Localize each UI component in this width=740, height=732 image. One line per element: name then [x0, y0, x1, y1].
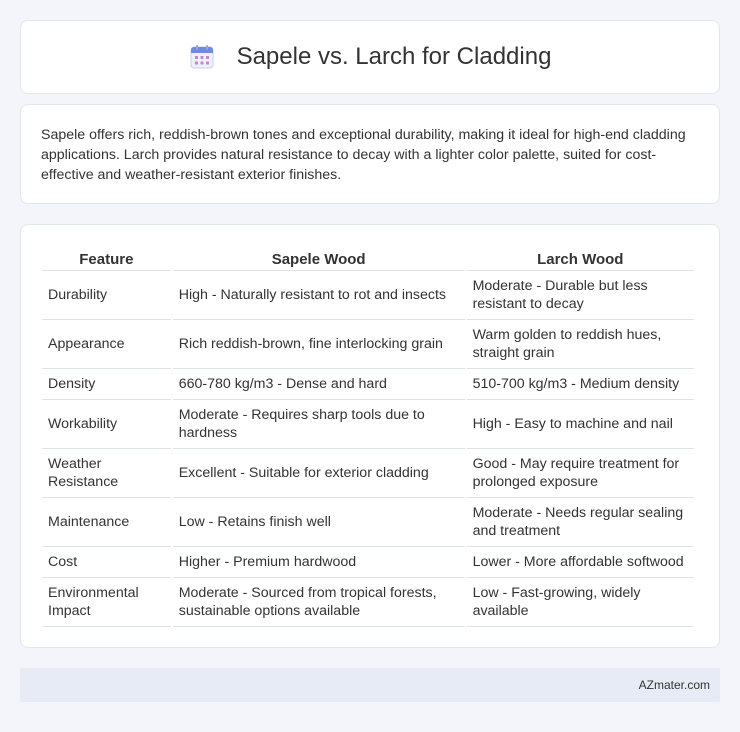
feature-cell: Density: [42, 369, 171, 400]
feature-cell: Maintenance: [42, 498, 171, 547]
table-row: [42, 498, 694, 547]
sapele-cell: 660-780 kg/m3 - Dense and hard: [173, 369, 465, 400]
table-row: [42, 271, 694, 320]
table-card: [20, 224, 720, 648]
feature-cell: Workability: [42, 400, 171, 449]
sapele-cell: High - Naturally resistant to rot and insects: [173, 271, 465, 320]
table-header-row: [42, 245, 694, 271]
sapele-cell: Moderate - Requires sharp tools due to hardness: [173, 400, 465, 449]
header-card: [20, 20, 720, 94]
larch-cell: High - Easy to machine and nail: [467, 400, 694, 449]
larch-cell: Moderate - Durable but less resistant to decay: [467, 271, 694, 320]
table-row: [42, 547, 694, 578]
column-header-sapele: Sapele Wood: [173, 245, 465, 271]
intro-card: [20, 104, 720, 204]
calendar-icon: [189, 44, 215, 70]
column-header-larch: Larch Wood: [467, 245, 694, 271]
sapele-cell: Excellent - Suitable for exterior cladding: [173, 449, 465, 498]
sapele-cell: Moderate - Sourced from tropical forests, sustainable options available: [173, 578, 465, 627]
table-row: [42, 400, 694, 449]
footer-bar: [20, 668, 720, 702]
table-row: [42, 449, 694, 498]
larch-cell: Low - Fast-growing, widely available: [467, 578, 694, 627]
feature-cell: Cost: [42, 547, 171, 578]
larch-cell: Lower - More affordable softwood: [467, 547, 694, 578]
sapele-cell: Rich reddish-brown, fine interlocking grain: [173, 320, 465, 369]
feature-cell: Environmental Impact: [42, 578, 171, 627]
larch-cell: 510-700 kg/m3 - Medium density: [467, 369, 694, 400]
larch-cell: Good - May require treatment for prolonged exposure: [467, 449, 694, 498]
feature-cell: Weather Resistance: [42, 449, 171, 498]
table-row: [42, 578, 694, 627]
page-title: Sapele vs. Larch for Cladding: [236, 43, 552, 70]
sapele-cell: Low - Retains finish well: [173, 498, 465, 547]
feature-cell: Appearance: [42, 320, 171, 369]
larch-cell: Warm golden to reddish hues, straight grain: [467, 320, 694, 369]
larch-cell: Moderate - Needs regular sealing and treatment: [467, 498, 694, 547]
intro-text: Sapele offers rich, reddish-brown tones and exceptional durability, making it ideal for high-end cladding applications. Larch provides natural resistance to decay with a lighter color palette, suited for cost-effective and weather-resistant exterior finishes.: [41, 127, 686, 183]
feature-cell: Durability: [42, 271, 171, 320]
table-row: [42, 369, 694, 400]
footer-site-name: AZmater.com: [638, 678, 710, 692]
table-row: [42, 320, 694, 369]
column-header-feature: Feature: [42, 245, 171, 271]
sapele-cell: Higher - Premium hardwood: [173, 547, 465, 578]
comparison-table: [40, 245, 696, 627]
